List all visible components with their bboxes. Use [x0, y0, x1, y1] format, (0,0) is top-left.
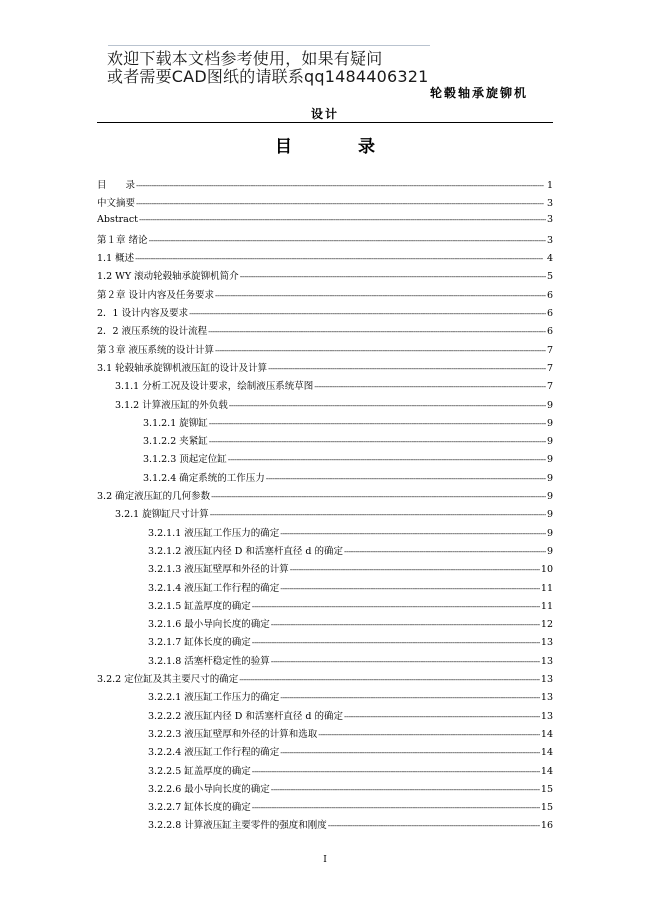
toc-entry[interactable]: [97, 525, 553, 543]
toc-entry-page: 1: [546, 180, 553, 191]
toc-entry-page: 13: [540, 674, 553, 686]
toc-entry[interactable]: [97, 268, 553, 286]
table-of-contents: [97, 177, 553, 836]
toc-entry[interactable]: [97, 305, 553, 323]
toc-entry-page: 13: [540, 710, 553, 722]
toc-leader-dashes: [135, 254, 546, 263]
toc-entry-label: 3.2.1 旋铆缸尺寸计算: [115, 509, 209, 521]
toc-entry-label: 3.2 确定液压缸的几何参数: [97, 491, 211, 503]
toc-entry-label: 目 录: [97, 180, 136, 191]
toc-leader-dashes: [215, 346, 546, 355]
toc-entry[interactable]: [97, 543, 553, 561]
toc-entry-label: Abstract: [97, 213, 138, 225]
toc-leader-dashes: [290, 565, 540, 574]
toc-entry[interactable]: [97, 580, 553, 598]
toc-leader-dashes: [252, 767, 540, 776]
toc-entry-label: 3.1.2.2 夹紧缸: [143, 436, 208, 448]
download-notice-line2: 或者需要CAD图纸的请联系qq1484406321: [107, 67, 429, 86]
toc-entry[interactable]: [97, 415, 553, 433]
toc-entry-label: 3.2.1.7 缸体长度的确定: [148, 637, 251, 649]
toc-leader-dashes: [228, 455, 546, 464]
toc-entry-page: 7: [546, 381, 553, 393]
toc-leader-dashes: [210, 510, 546, 519]
toc-entry[interactable]: [97, 744, 553, 762]
toc-leader-dashes: [266, 474, 546, 483]
toc-entry-page: 15: [540, 802, 553, 814]
toc-entry-label: 3.1.2 计算液压缸的外负载: [115, 399, 228, 411]
toc-leader-dashes: [271, 620, 540, 629]
toc-leader-dashes: [239, 675, 540, 684]
toc-entry-label: 3.1.2.4 确定系统的工作压力: [143, 472, 265, 484]
toc-entry-label: 3.2.1.4 液压缸工作行程的确定: [148, 582, 280, 594]
toc-entry-label: 3.2.2.1 液压缸工作压力的确定: [148, 692, 280, 704]
toc-leader-dashes: [229, 401, 546, 410]
toc-entry[interactable]: [97, 488, 553, 506]
toc-leader-dashes: [318, 730, 540, 739]
toc-entry-page: 12: [540, 619, 553, 631]
toc-leader-dashes: [240, 272, 546, 281]
header-top-line: [108, 45, 430, 46]
toc-entry[interactable]: [97, 671, 553, 689]
running-header-title-continued: 设计: [310, 107, 339, 121]
toc-entry-page: 9: [546, 399, 553, 411]
toc-leader-dashes: [280, 693, 540, 702]
toc-entry-label: 3.1.1 分析工况及设计要求，绘制液压系统草图: [115, 381, 314, 393]
toc-entry-page: 3: [546, 234, 553, 246]
toc-entry-page: 3: [546, 198, 553, 210]
toc-entry[interactable]: [97, 561, 553, 579]
toc-entry-label: 3.2.1.3 液压缸壁厚和外径的计算: [148, 564, 289, 576]
toc-entry[interactable]: [97, 817, 553, 835]
toc-entry[interactable]: [97, 708, 553, 726]
toc-entry-page: 9: [546, 527, 553, 539]
toc-title: 目 录: [275, 137, 405, 157]
toc-entry-page: 9: [546, 472, 553, 484]
download-notice-line1: 欢迎下载本文档参考使用，如果有疑问: [107, 49, 383, 68]
toc-entry[interactable]: [97, 397, 553, 415]
toc-entry-page: 7: [546, 362, 553, 374]
toc-entry[interactable]: [97, 799, 553, 817]
toc-entry[interactable]: [97, 598, 553, 616]
page-number: I: [323, 855, 327, 865]
toc-entry-label: 1.2 WY 滚动轮毂轴承旋铆机简介: [97, 271, 239, 283]
toc-entry[interactable]: [97, 616, 553, 634]
toc-leader-dashes: [136, 199, 546, 208]
toc-leader-dashes: [252, 803, 540, 812]
toc-entry-label: 3.2.1.6 最小导向长度的确定: [148, 619, 270, 631]
toc-entry[interactable]: [97, 214, 553, 232]
toc-leader-dashes: [314, 382, 546, 391]
toc-entry[interactable]: [97, 250, 553, 268]
toc-entry-label: 3.2.2.4 液压缸工作行程的确定: [148, 747, 280, 759]
toc-entry-page: 15: [540, 783, 553, 795]
toc-entry-page: 7: [546, 344, 553, 356]
toc-entry-page: 6: [546, 326, 553, 338]
toc-leader-dashes: [344, 547, 546, 556]
toc-leader-dashes: [189, 309, 546, 318]
toc-entry[interactable]: [97, 470, 553, 488]
toc-entry-page: 9: [546, 436, 553, 448]
toc-entry-label: 3.2.2.3 液压缸壁厚和外径的计算和选取: [148, 728, 318, 740]
toc-entry-page: 13: [540, 637, 553, 649]
toc-leader-dashes: [252, 638, 540, 647]
toc-leader-dashes: [280, 748, 540, 757]
toc-entry[interactable]: [97, 451, 553, 469]
toc-leader-dashes: [271, 657, 540, 666]
toc-entry[interactable]: [97, 323, 553, 341]
toc-entry-page: 9: [546, 491, 553, 503]
toc-entry-page: 9: [546, 545, 553, 557]
toc-entry[interactable]: [97, 506, 553, 524]
toc-entry-page: 10: [540, 564, 553, 576]
toc-entry-page: 9: [546, 417, 553, 429]
toc-entry-page: 3: [546, 213, 553, 225]
toc-entry-label: 3.2.1.8 活塞杆稳定性的验算: [148, 655, 270, 667]
toc-leader-dashes: [268, 364, 546, 373]
toc-leader-dashes: [280, 529, 546, 538]
toc-entry-label: 3.2.2 定位缸及其主要尺寸的确定: [97, 674, 239, 686]
toc-entry-page: 6: [546, 289, 553, 301]
header-rule: [97, 122, 553, 123]
toc-leader-dashes: [208, 327, 546, 336]
toc-entry[interactable]: [97, 232, 553, 250]
toc-entry-label: 第１章 绪论: [97, 234, 148, 246]
toc-leader-dashes: [209, 437, 546, 446]
toc-entry-page: 9: [546, 509, 553, 521]
toc-entry[interactable]: [97, 653, 553, 671]
toc-entry[interactable]: [97, 726, 553, 744]
toc-entry-label: 3.2.2.2 液压缸内径 D 和活塞杆直径 d 的确定: [148, 710, 344, 722]
toc-leader-dashes: [252, 602, 540, 611]
toc-entry-page: 16: [540, 820, 553, 832]
toc-entry-label: 3.1.2.3 顶起定位缸: [143, 454, 227, 466]
toc-leader-dashes: [280, 584, 540, 593]
toc-entry-label: 3.2.2.8 计算液压缸主要零件的强度和刚度: [148, 820, 327, 832]
toc-entry-page: 6: [546, 308, 553, 320]
toc-entry-page: 11: [540, 600, 553, 612]
toc-entry-page: 4: [546, 253, 553, 265]
toc-entry-label: 1.1 概述: [97, 253, 135, 265]
toc-entry[interactable]: [97, 177, 553, 195]
running-header-title: 轮毂轴承旋铆机: [430, 86, 529, 100]
toc-leader-dashes: [328, 821, 540, 830]
toc-leader-dashes: [271, 785, 540, 794]
toc-entry-label: 3.2.2.7 缸体长度的确定: [148, 802, 251, 814]
toc-entry[interactable]: [97, 287, 553, 305]
toc-entry-label: 3.1.2.1 旋铆缸: [143, 417, 208, 429]
toc-leader-dashes: [215, 291, 546, 300]
toc-entry-label: 3.2.2.5 缸盖厚度的确定: [148, 765, 251, 777]
toc-entry-page: 14: [540, 765, 553, 777]
toc-entry-page: 14: [540, 728, 553, 740]
toc-entry-label: 中文摘要: [97, 198, 136, 210]
toc-entry-label: 第２章 设计内容及任务要求: [97, 289, 215, 301]
toc-entry[interactable]: [97, 763, 553, 781]
toc-entry-label: 3.2.1.5 缸盖厚度的确定: [148, 600, 251, 612]
toc-leader-dashes: [344, 712, 540, 721]
toc-entry-page: 13: [540, 655, 553, 667]
toc-leader-dashes: [209, 419, 546, 428]
toc-entry[interactable]: [97, 781, 553, 799]
toc-entry-page: 13: [540, 692, 553, 704]
toc-leader-dashes: [139, 215, 546, 224]
toc-entry[interactable]: [97, 634, 553, 652]
toc-entry-label: 3.2.1.2 液压缸内径 D 和活塞杆直径 d 的确定: [148, 545, 344, 557]
toc-entry[interactable]: [97, 378, 553, 396]
toc-entry[interactable]: [97, 433, 553, 451]
toc-entry-page: 9: [546, 454, 553, 466]
toc-entry-label: 3.2.2.6 最小导向长度的确定: [148, 783, 270, 795]
toc-entry-label: 2．1 设计内容及要求: [97, 308, 189, 320]
toc-entry-page: 14: [540, 747, 553, 759]
toc-entry[interactable]: [97, 360, 553, 378]
download-notice: [107, 50, 429, 86]
toc-entry-label: 3.2.1.1 液压缸工作压力的确定: [148, 527, 280, 539]
toc-entry-label: 3.1 轮毂轴承旋铆机液压缸的设计及计算: [97, 362, 268, 374]
toc-leader-dashes: [136, 181, 546, 190]
toc-entry-label: 2．2 液压系统的设计流程: [97, 326, 208, 338]
toc-leader-dashes: [211, 492, 546, 501]
toc-entry-label: 第３章 液压系统的设计计算: [97, 344, 215, 356]
toc-entry[interactable]: [97, 195, 553, 213]
toc-entry[interactable]: [97, 689, 553, 707]
toc-entry-page: 5: [546, 271, 553, 283]
toc-entry[interactable]: [97, 342, 553, 360]
toc-entry-page: 11: [540, 582, 553, 594]
toc-leader-dashes: [149, 236, 546, 245]
